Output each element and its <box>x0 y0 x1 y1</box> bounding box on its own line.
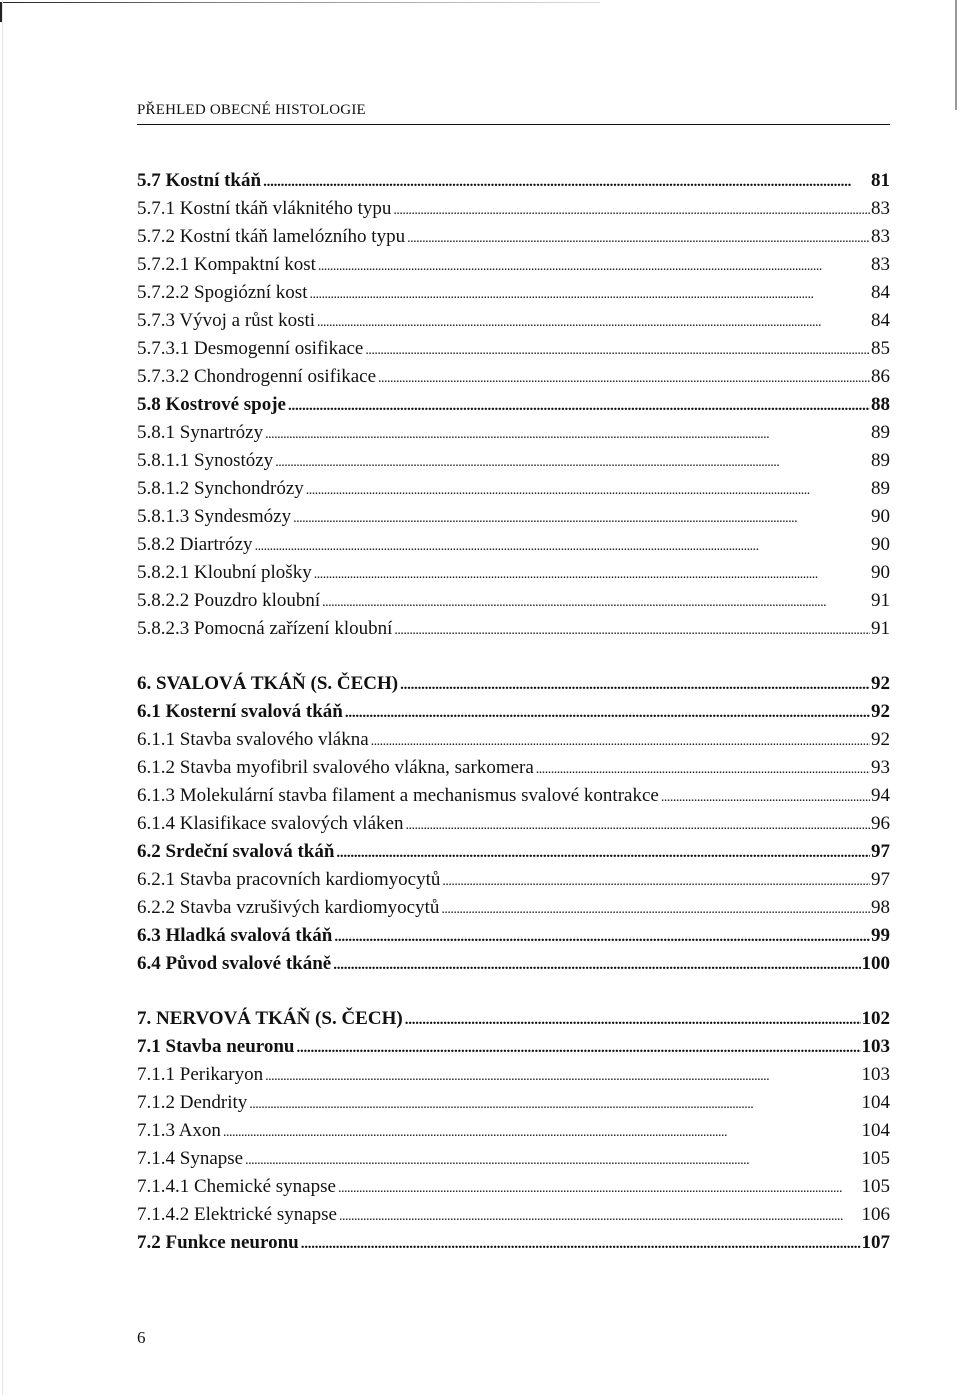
dot-leader <box>365 337 870 365</box>
toc-entry-title: 5.8.2.2 Pouzdro kloubní <box>137 590 321 611</box>
toc-entry-title: 5.8.1.3 Syndesmózy <box>137 506 292 527</box>
toc-entry-page: 83 <box>871 226 890 247</box>
dot-leader <box>378 365 870 393</box>
dot-leader <box>536 756 870 784</box>
toc-entry-title: 5.7.2 Kostní tkáň lamelózního typu <box>137 226 406 247</box>
toc-entry-title: 7.1.1 Perikaryon <box>137 1064 264 1085</box>
toc-entry-title: 5.8.2.1 Kloubní plošky <box>137 562 312 583</box>
toc-entry <box>137 587 890 615</box>
toc-entry-page: 103 <box>861 1036 890 1057</box>
toc-entry-page: 92 <box>871 729 890 750</box>
toc-entry-title: 5.8.1 Synartrózy <box>137 422 264 443</box>
toc-entry <box>137 223 890 251</box>
toc-entry-title: 5.7.3.1 Desmogenní osifikace <box>137 338 364 359</box>
toc-entry-title: 6.2 Srdeční svalová tkáň <box>137 841 335 862</box>
toc-entry <box>137 279 890 307</box>
toc-entry <box>137 363 890 391</box>
dot-leader <box>306 477 870 505</box>
toc-entry-title: 7.1 Stavba neuronu <box>137 1036 295 1057</box>
toc-entry <box>137 1173 890 1201</box>
toc-entry-title: 6. SVALOVÁ TKÁŇ (S. ČECH) <box>137 673 399 694</box>
toc-entry <box>137 1201 890 1229</box>
toc-entry-page: 102 <box>861 1008 890 1029</box>
toc-entry <box>137 195 890 223</box>
dot-leader <box>317 309 870 337</box>
toc-entry-title: 6.1.4 Klasifikace svalových vláken <box>137 813 404 834</box>
toc-entry-page: 97 <box>871 841 890 862</box>
dot-leader <box>322 589 870 617</box>
toc-entry <box>137 754 890 782</box>
toc-entry <box>137 447 890 475</box>
toc-entry-page: 88 <box>871 394 890 415</box>
toc-entry-title: 5.7.2.2 Spogiózní kost <box>137 282 308 303</box>
toc-entry <box>137 167 890 195</box>
toc-entry <box>137 335 890 363</box>
toc-entry-title: 5.7.2.1 Kompaktní kost <box>137 254 316 275</box>
dot-leader <box>314 561 870 589</box>
toc-entry-title: 7.1.2 Dendrity <box>137 1092 248 1113</box>
dot-leader <box>318 253 870 281</box>
toc-entry-title: 6.2.1 Stavba pracovních kardiomyocytů <box>137 869 441 890</box>
dot-leader <box>336 839 870 867</box>
toc-entry-title: 7.1.4.1 Chemické synapse <box>137 1176 336 1197</box>
toc-entry <box>137 1033 890 1061</box>
toc-entry-page: 100 <box>861 953 890 974</box>
toc-entry-page: 83 <box>871 198 890 219</box>
dot-leader <box>255 533 870 561</box>
toc-entry <box>137 1089 890 1117</box>
toc-entry <box>137 615 890 643</box>
toc-entry-title: 6.1.2 Stavba myofibril svalového vlákna, sarkomera <box>137 757 534 778</box>
dot-leader <box>442 868 870 896</box>
toc-entry-page: 103 <box>861 1064 890 1085</box>
toc-entry <box>137 1145 890 1173</box>
toc-entry-title: 6.1 Kosterní svalová tkáň <box>137 701 343 722</box>
toc-entry-page: 92 <box>871 701 890 722</box>
toc-entry-title: 5.8.1.2 Synchondrózy <box>137 478 304 499</box>
toc-entry <box>137 503 890 531</box>
dot-leader <box>245 1147 860 1175</box>
dot-leader <box>309 281 870 309</box>
toc-entry <box>137 922 890 950</box>
toc-entry <box>137 782 890 810</box>
toc-entry-title: 6.4 Původ svalové tkáně <box>137 953 332 974</box>
toc-entry-title: 7.1.4 Synapse <box>137 1148 244 1169</box>
toc-entry-page: 86 <box>871 366 890 387</box>
dot-leader <box>371 728 870 756</box>
dot-leader <box>405 1006 861 1034</box>
toc-entry-page: 98 <box>871 897 890 918</box>
section-gap <box>137 978 890 1005</box>
toc-entry <box>137 894 890 922</box>
toc-entry-title: 5.7.1 Kostní tkáň vláknitého typu <box>137 198 392 219</box>
toc-entry-title: 5.7 Kostní tkáň <box>137 170 262 191</box>
table-of-contents <box>137 167 890 1257</box>
toc-entry-title: 7.1.4.2 Elektrické synapse <box>137 1204 337 1225</box>
dot-leader <box>333 951 860 979</box>
dot-leader <box>223 1119 861 1147</box>
toc-entry <box>137 307 890 335</box>
dot-leader <box>275 449 870 477</box>
dot-leader <box>288 392 870 420</box>
toc-entry-page: 91 <box>871 590 890 611</box>
toc-entry-page: 93 <box>871 757 890 778</box>
toc-entry <box>137 559 890 587</box>
toc-entry-title: 5.7.3.2 Chondrogenní osifikace <box>137 366 377 387</box>
toc-entry-page: 81 <box>871 170 890 191</box>
toc-entry-title: 6.3 Hladká svalová tkáň <box>137 925 333 946</box>
dot-leader <box>249 1091 860 1119</box>
dot-leader <box>661 784 870 812</box>
toc-entry-page: 90 <box>871 506 890 527</box>
toc-entry-page: 91 <box>871 618 890 639</box>
dot-leader <box>394 617 870 645</box>
dot-leader <box>263 168 870 196</box>
toc-entry-title: 7.2 Funkce neuronu <box>137 1232 299 1253</box>
toc-entry-title: 6.1.3 Molekulární stavba filament a mechanismus svalové kontrakce <box>137 785 659 806</box>
toc-entry-title: 5.8 Kostrové spoje <box>137 394 286 415</box>
running-header: PŘEHLED OBECNÉ HISTOLOGIE <box>137 102 366 118</box>
dot-leader <box>407 225 870 253</box>
toc-entry-page: 106 <box>861 1204 890 1225</box>
dot-leader <box>334 923 870 951</box>
toc-entry-title: 5.8.1.1 Synostózy <box>137 450 274 471</box>
toc-entry <box>137 1229 890 1257</box>
scan-edge-mark <box>955 0 957 110</box>
dot-leader <box>265 1063 860 1091</box>
toc-entry-title: 6.2.2 Stavba vzrušivých kardiomyocytů <box>137 897 440 918</box>
toc-entry-page: 99 <box>871 925 890 946</box>
toc-entry-title: 7. NERVOVÁ TKÁŇ (S. ČECH) <box>137 1008 403 1029</box>
dot-leader <box>339 1203 861 1231</box>
dot-leader <box>265 421 870 449</box>
section-gap <box>137 643 890 670</box>
toc-entry-page: 105 <box>861 1148 890 1169</box>
toc-entry <box>137 419 890 447</box>
toc-entry <box>137 475 890 503</box>
header-rule <box>137 124 890 125</box>
toc-entry-page: 94 <box>871 785 890 806</box>
toc-entry <box>137 866 890 894</box>
toc-entry <box>137 531 890 559</box>
scan-edge-mark <box>2 0 3 1395</box>
toc-entry <box>137 1005 890 1033</box>
toc-entry <box>137 950 890 978</box>
toc-entry-page: 85 <box>871 338 890 359</box>
toc-entry <box>137 698 890 726</box>
toc-entry-title: 5.8.2 Diartrózy <box>137 534 253 555</box>
dot-leader <box>301 1230 861 1258</box>
toc-entry <box>137 670 890 698</box>
toc-entry-page: 89 <box>871 422 890 443</box>
dot-leader <box>338 1175 861 1203</box>
toc-entry <box>137 838 890 866</box>
dot-leader <box>297 1034 861 1062</box>
dot-leader <box>405 812 870 840</box>
toc-entry-page: 90 <box>871 534 890 555</box>
toc-entry-page: 96 <box>871 813 890 834</box>
toc-entry-page: 84 <box>871 282 890 303</box>
toc-entry-page: 90 <box>871 562 890 583</box>
dot-leader <box>441 896 870 924</box>
toc-entry <box>137 1061 890 1089</box>
toc-entry-title: 5.7.3 Vývoj a růst kosti <box>137 310 316 331</box>
toc-entry-title: 7.1.3 Axon <box>137 1120 221 1141</box>
toc-entry <box>137 251 890 279</box>
toc-entry-title: 6.1.1 Stavba svalového vlákna <box>137 729 369 750</box>
toc-entry-page: 84 <box>871 310 890 331</box>
toc-entry <box>137 391 890 419</box>
toc-entry <box>137 1117 890 1145</box>
dot-leader <box>393 197 870 225</box>
toc-entry-page: 89 <box>871 478 890 499</box>
dot-leader <box>345 699 870 727</box>
toc-entry <box>137 810 890 838</box>
toc-entry-page: 83 <box>871 254 890 275</box>
toc-entry-page: 104 <box>861 1120 890 1141</box>
toc-entry <box>137 726 890 754</box>
toc-entry-page: 89 <box>871 450 890 471</box>
dot-leader <box>400 671 870 699</box>
toc-entry-page: 104 <box>861 1092 890 1113</box>
page-number: 6 <box>137 1328 146 1347</box>
scan-edge-mark <box>0 2 600 3</box>
toc-entry-page: 92 <box>871 673 890 694</box>
toc-entry-page: 97 <box>871 869 890 890</box>
toc-entry-page: 107 <box>861 1232 890 1253</box>
toc-entry-title: 5.8.2.3 Pomocná zařízení kloubní <box>137 618 393 639</box>
dot-leader <box>293 505 870 533</box>
toc-entry-page: 105 <box>861 1176 890 1197</box>
